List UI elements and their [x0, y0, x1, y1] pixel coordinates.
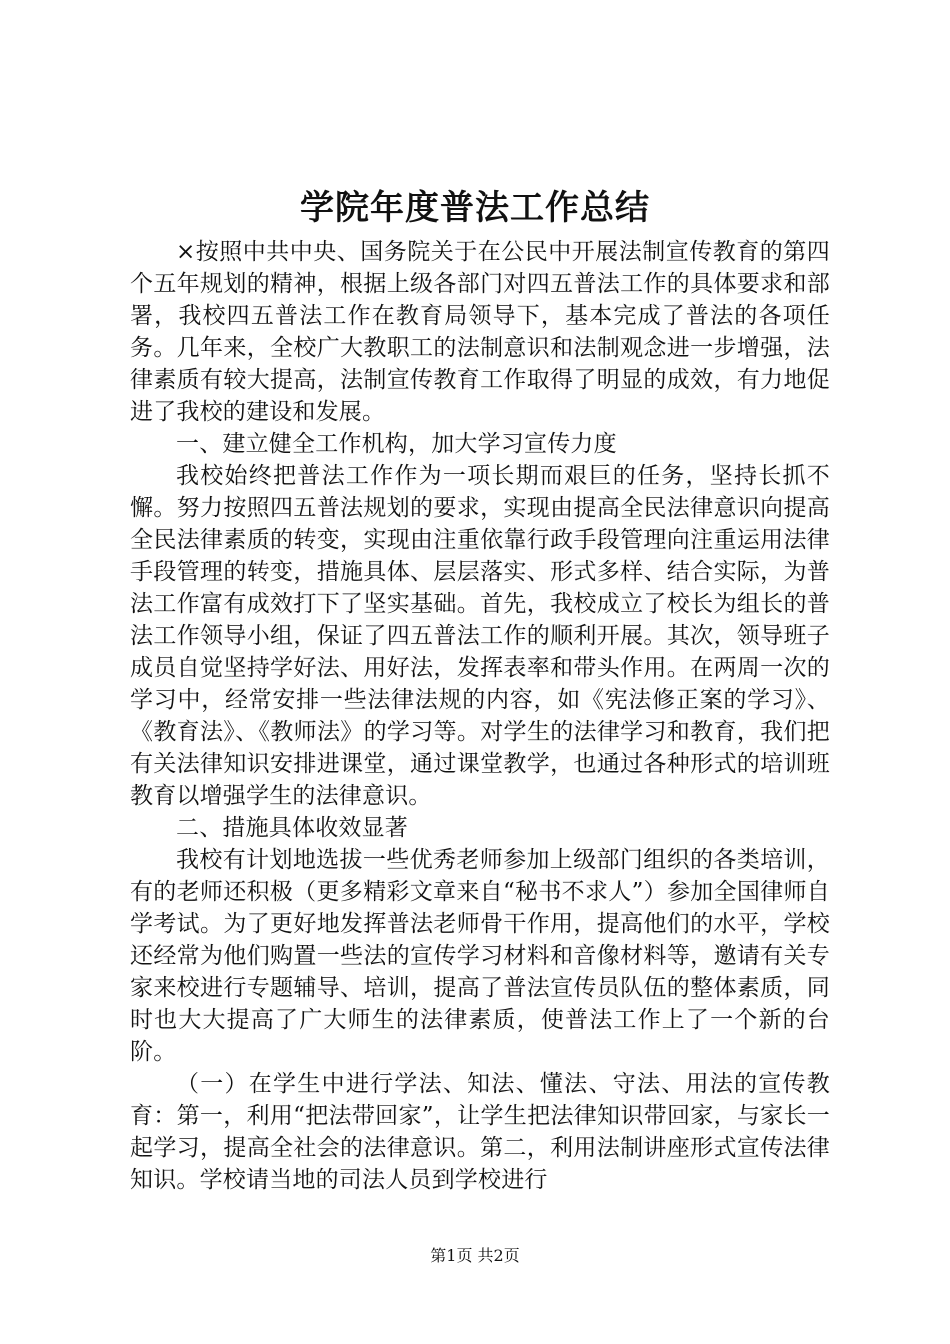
section-heading-2: 二、措施具体收效显著 — [176, 815, 408, 841]
document-body — [130, 236, 830, 1196]
subsection-1-paragraph: （一）在学生中进行学法、知法、懂法、守法、用法的宣传教育：第一，利用“把法带回家”，让学生把法律知识带回家，与家长一起学习，提高全社会的法律意识。第二，利用法制讲座形式宣传法律知识。学校请当地的司法人员到学校进行 — [130, 1071, 830, 1193]
intro-paragraph: ×按照中共中央、国务院关于在公民中开展法制宣传教育的第四个五年规划的精神，根据上级各部门对四五普法工作的具体要求和部署，我校四五普法工作在教育局领导下，基本完成了普法的各项任务。几年来，全校广大教职工的法制意识和法制观念进一步增强，法律素质有较大提高，法制宣传教育工作取得了明显的成效，有力地促进了我校的建设和发展。 — [130, 239, 830, 425]
section-2-paragraph: 我校有计划地选拔一些优秀老师参加上级部门组织的各类培训，有的老师还积极（更多精彩文章来自“秘书不求人”）参加全国律师自学考试。为了更好地发挥普法老师骨干作用，提高他们的水平，学校还经常为他们购置一些法的宣传学习材料和音像材料等，邀请有关专家来校进行专题辅导、培训，提高了普法宣传员队伍的整体素质，同时也大大提高了广大师生的法律素质，使普法工作上了一个新的台阶。 — [130, 847, 830, 1065]
page-footer: 第1页 共2页 — [430, 1246, 520, 1265]
section-heading-1: 一、建立健全工作机构，加大学习宣传力度 — [176, 431, 617, 457]
page-title: 学院年度普法工作总结 — [300, 188, 650, 228]
section-1-paragraph: 我校始终把普法工作作为一项长期而艰巨的任务，坚持长抓不懈。努力按照四五普法规划的要求，实现由提高全民法律意识向提高全民法律素质的转变，实现由注重依靠行政手段管理向注重运用法律手段管理的转变，措施具体、层层落实、形式多样、结合实际，为普法工作富有成效打下了坚实基础。首先，我校成立了校长为组长的普法工作领导小组，保证了四五普法工作的顺利开展。其次，领导班子成员自觉坚持学好法、用好法，发挥表率和带头作用。在两周一次的学习中，经常安排一些法律法规的内容，如《宪法修正案的学习》、《教育法》、《教师法》的学习等。对学生的法律学习和教育，我们把有关法律知识安排进课堂，通过课堂教学，也通过各种形式的培训班教育以增强学生的法律意识。 — [130, 463, 830, 809]
